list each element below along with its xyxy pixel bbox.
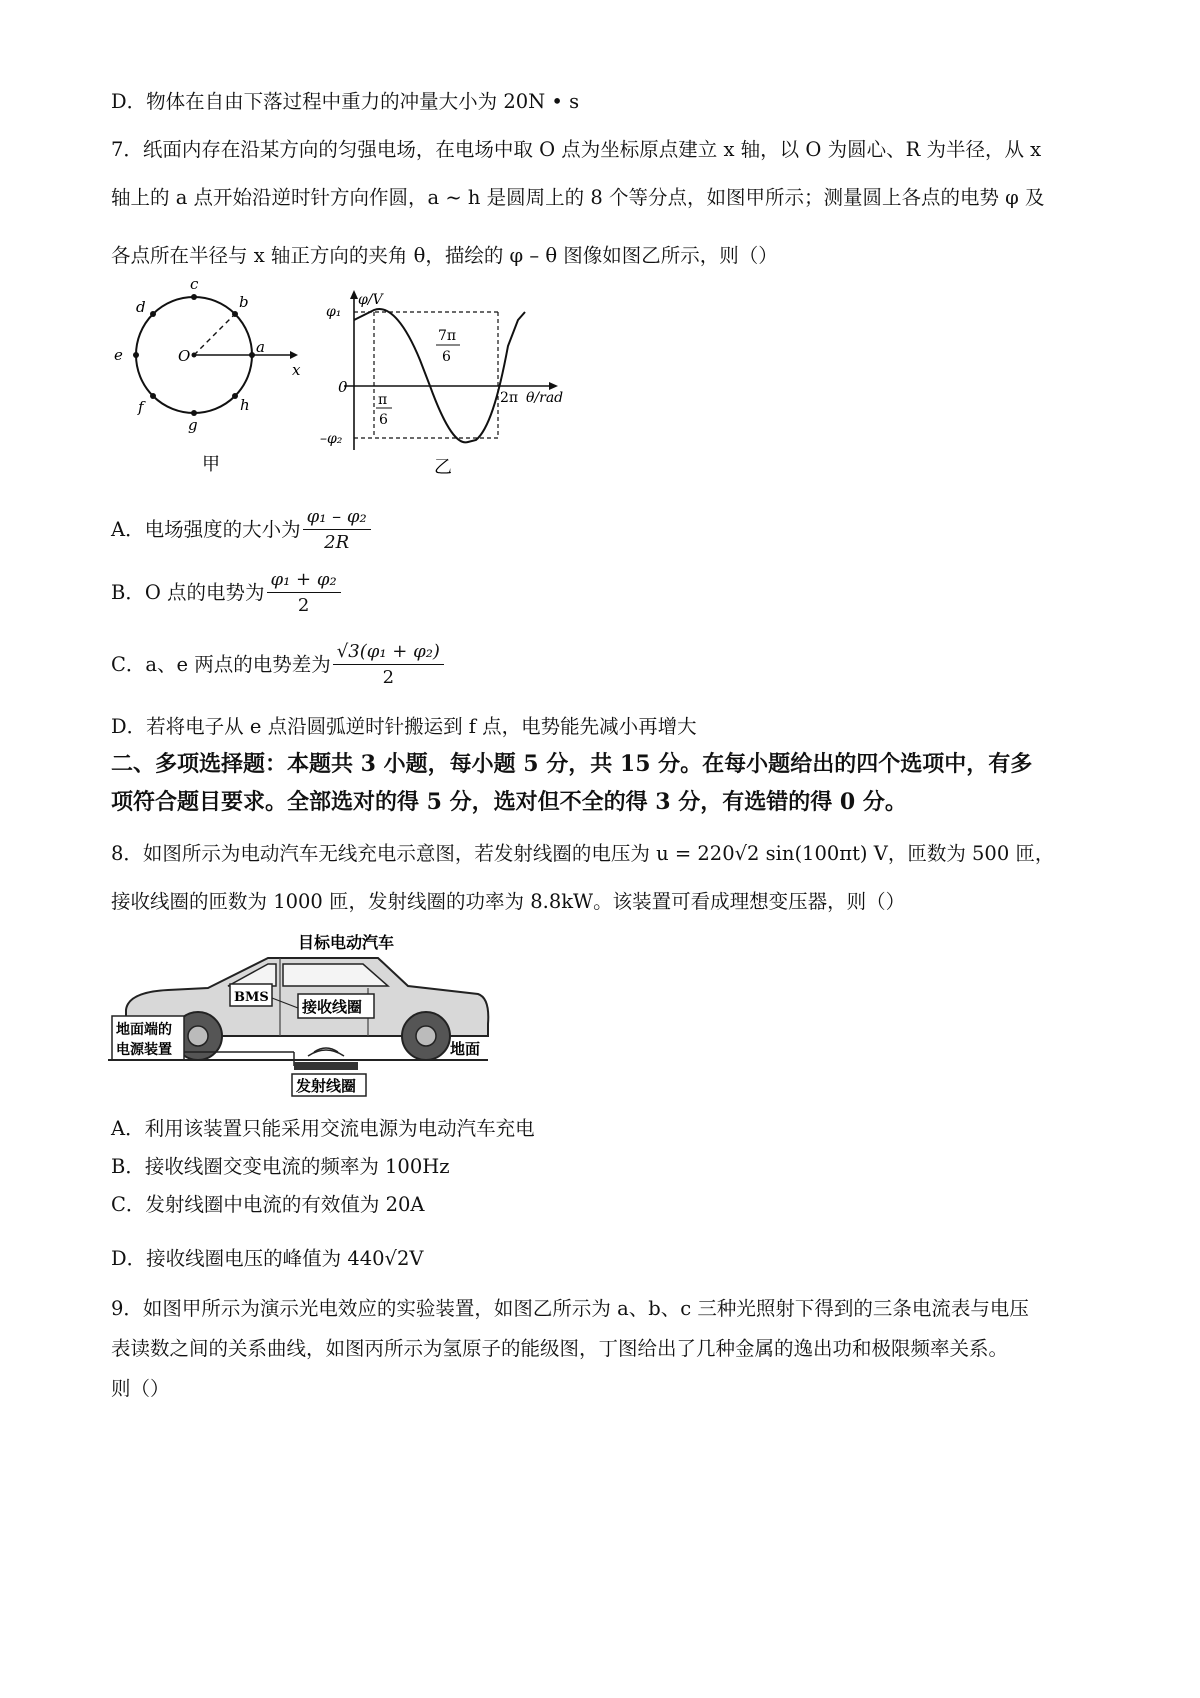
- q8-option-a: A．利用该装置只能采用交流电源为电动汽车充电: [111, 1117, 535, 1140]
- q7-option-c-fraction: [333, 640, 444, 691]
- q7-stem-line-2: 轴上的 a 点开始沿逆时针方向作圆，a ~ h 是圆周上的 8 个等分点，如图甲所示；测量圆上各点的电势 φ 及: [111, 186, 1045, 209]
- section-2-heading-line-1: 二、多项选择题：本题共 3 小题，每小题 5 分，共 15 分。在每小题给出的四个选项中，有多: [111, 751, 1033, 777]
- y-axis-label: φ/V: [358, 292, 383, 308]
- q7-option-b-text: B．O 点的电势为: [111, 581, 265, 604]
- tick-7pi6-den: 6: [442, 349, 451, 365]
- point-label-a: a: [256, 338, 265, 356]
- q6-option-d: D．物体在自由下落过程中重力的冲量大小为 20N • s: [111, 90, 580, 113]
- tick-7pi6-num: 7π: [438, 328, 457, 344]
- figure-wireless-charging-car: [108, 928, 498, 1100]
- figure-yi-graph: [320, 290, 570, 485]
- q8-option-b: B．接收线圈交变电流的频率为 100Hz: [111, 1155, 450, 1178]
- q7-option-a: [111, 505, 371, 556]
- q7-option-b-fraction: [267, 568, 341, 619]
- q8-option-d: D．接收线圈电压的峰值为 440√2V: [111, 1247, 424, 1270]
- tick-2pi: 2π: [500, 390, 519, 406]
- point-label-d: d: [136, 298, 146, 316]
- q7-option-a-fraction: [303, 505, 371, 556]
- point-label-e: e: [114, 346, 123, 364]
- q7-stem-line-3: 各点所在半径与 x 轴正方向的夹角 θ，描绘的 φ – θ 图像如图乙所示，则（）: [111, 244, 778, 267]
- q8-option-c: C．发射线圈中电流的有效值为 20A: [111, 1193, 425, 1216]
- fraction-denominator: 2: [382, 667, 395, 688]
- ground-power-label-line-2: 电源装置: [116, 1042, 172, 1058]
- x-axis-label: θ/rad: [526, 390, 564, 406]
- q7-option-d: D．若将电子从 e 点沿圆弧逆时针搬运到 f 点，电势能先减小再增大: [111, 715, 697, 738]
- section-2-heading-line-2: 项符合题目要求。全部选对的得 5 分，选对但不全的得 3 分，有选错的得 0 分。: [111, 789, 907, 815]
- point-label-f: f: [138, 398, 144, 416]
- q9-stem-line-3: 则（）: [111, 1377, 170, 1400]
- q8-stem-line-2: 接收线圈的匝数为 1000 匝，发射线圈的功率为 8.8kW。该装置可看成理想变压器，则（）: [111, 890, 906, 913]
- q8-stem-line-1: 8．如图所示为电动汽车无线充电示意图，若发射线圈的电压为 u = 220√2 sin(100πt) V，匝数为 500 匝，: [111, 842, 1055, 865]
- transmitter-coil-label: 发射线圈: [296, 1077, 357, 1095]
- origin-label-o: O: [178, 347, 191, 365]
- ground-label: 地面: [450, 1040, 481, 1058]
- point-label-b: b: [239, 293, 249, 311]
- figure-jia-caption: 甲: [202, 454, 220, 475]
- q9-stem-line-2: 表读数之间的关系曲线，如图丙所示为氢原子的能级图，丁图给出了几种金属的逸出功和极限频率关系。: [111, 1337, 1009, 1360]
- tick-pi6-num: π: [378, 392, 388, 408]
- figure-jia-circle: [108, 275, 308, 480]
- origin-label: 0: [338, 378, 348, 396]
- fraction-denominator: 2R: [324, 532, 350, 553]
- phi1-label: φ₁: [326, 304, 342, 320]
- phi2-label: –φ₂: [320, 431, 343, 447]
- point-label-g: g: [188, 416, 198, 434]
- ground-power-label-line-1: 地面端的: [116, 1022, 172, 1038]
- q7-option-b: [111, 568, 341, 619]
- bms-label: BMS: [234, 990, 269, 1005]
- q7-option-c: [111, 640, 444, 691]
- point-label-c: c: [190, 275, 199, 293]
- x-axis-label: x: [292, 361, 301, 379]
- q7-stem-line-1: 7．纸面内存在沿某方向的匀强电场，在电场中取 O 点为坐标原点建立 x 轴，以 O 为圆心、R 为半径，从 x: [111, 138, 1042, 161]
- car-title: 目标电动汽车: [298, 933, 395, 952]
- tick-pi6-den: 6: [379, 412, 388, 428]
- fraction-denominator: 2: [297, 595, 310, 616]
- fraction-numerator: φ₁ – φ₂: [303, 505, 371, 530]
- figure-yi-caption: 乙: [434, 457, 452, 478]
- point-label-h: h: [240, 396, 250, 414]
- q9-stem-line-1: 9．如图甲所示为演示光电效应的实验装置，如图乙所示为 a、b、c 三种光照射下得到的三条电流表与电压: [111, 1297, 1029, 1320]
- fraction-numerator: √3(φ₁ + φ₂): [333, 640, 444, 665]
- q7-option-a-text: A．电场强度的大小为: [111, 518, 301, 541]
- receiver-coil-label: 接收线圈: [302, 998, 363, 1016]
- q7-option-c-text: C．a、e 两点的电势差为: [111, 653, 331, 676]
- fraction-numerator: φ₁ + φ₂: [267, 568, 341, 593]
